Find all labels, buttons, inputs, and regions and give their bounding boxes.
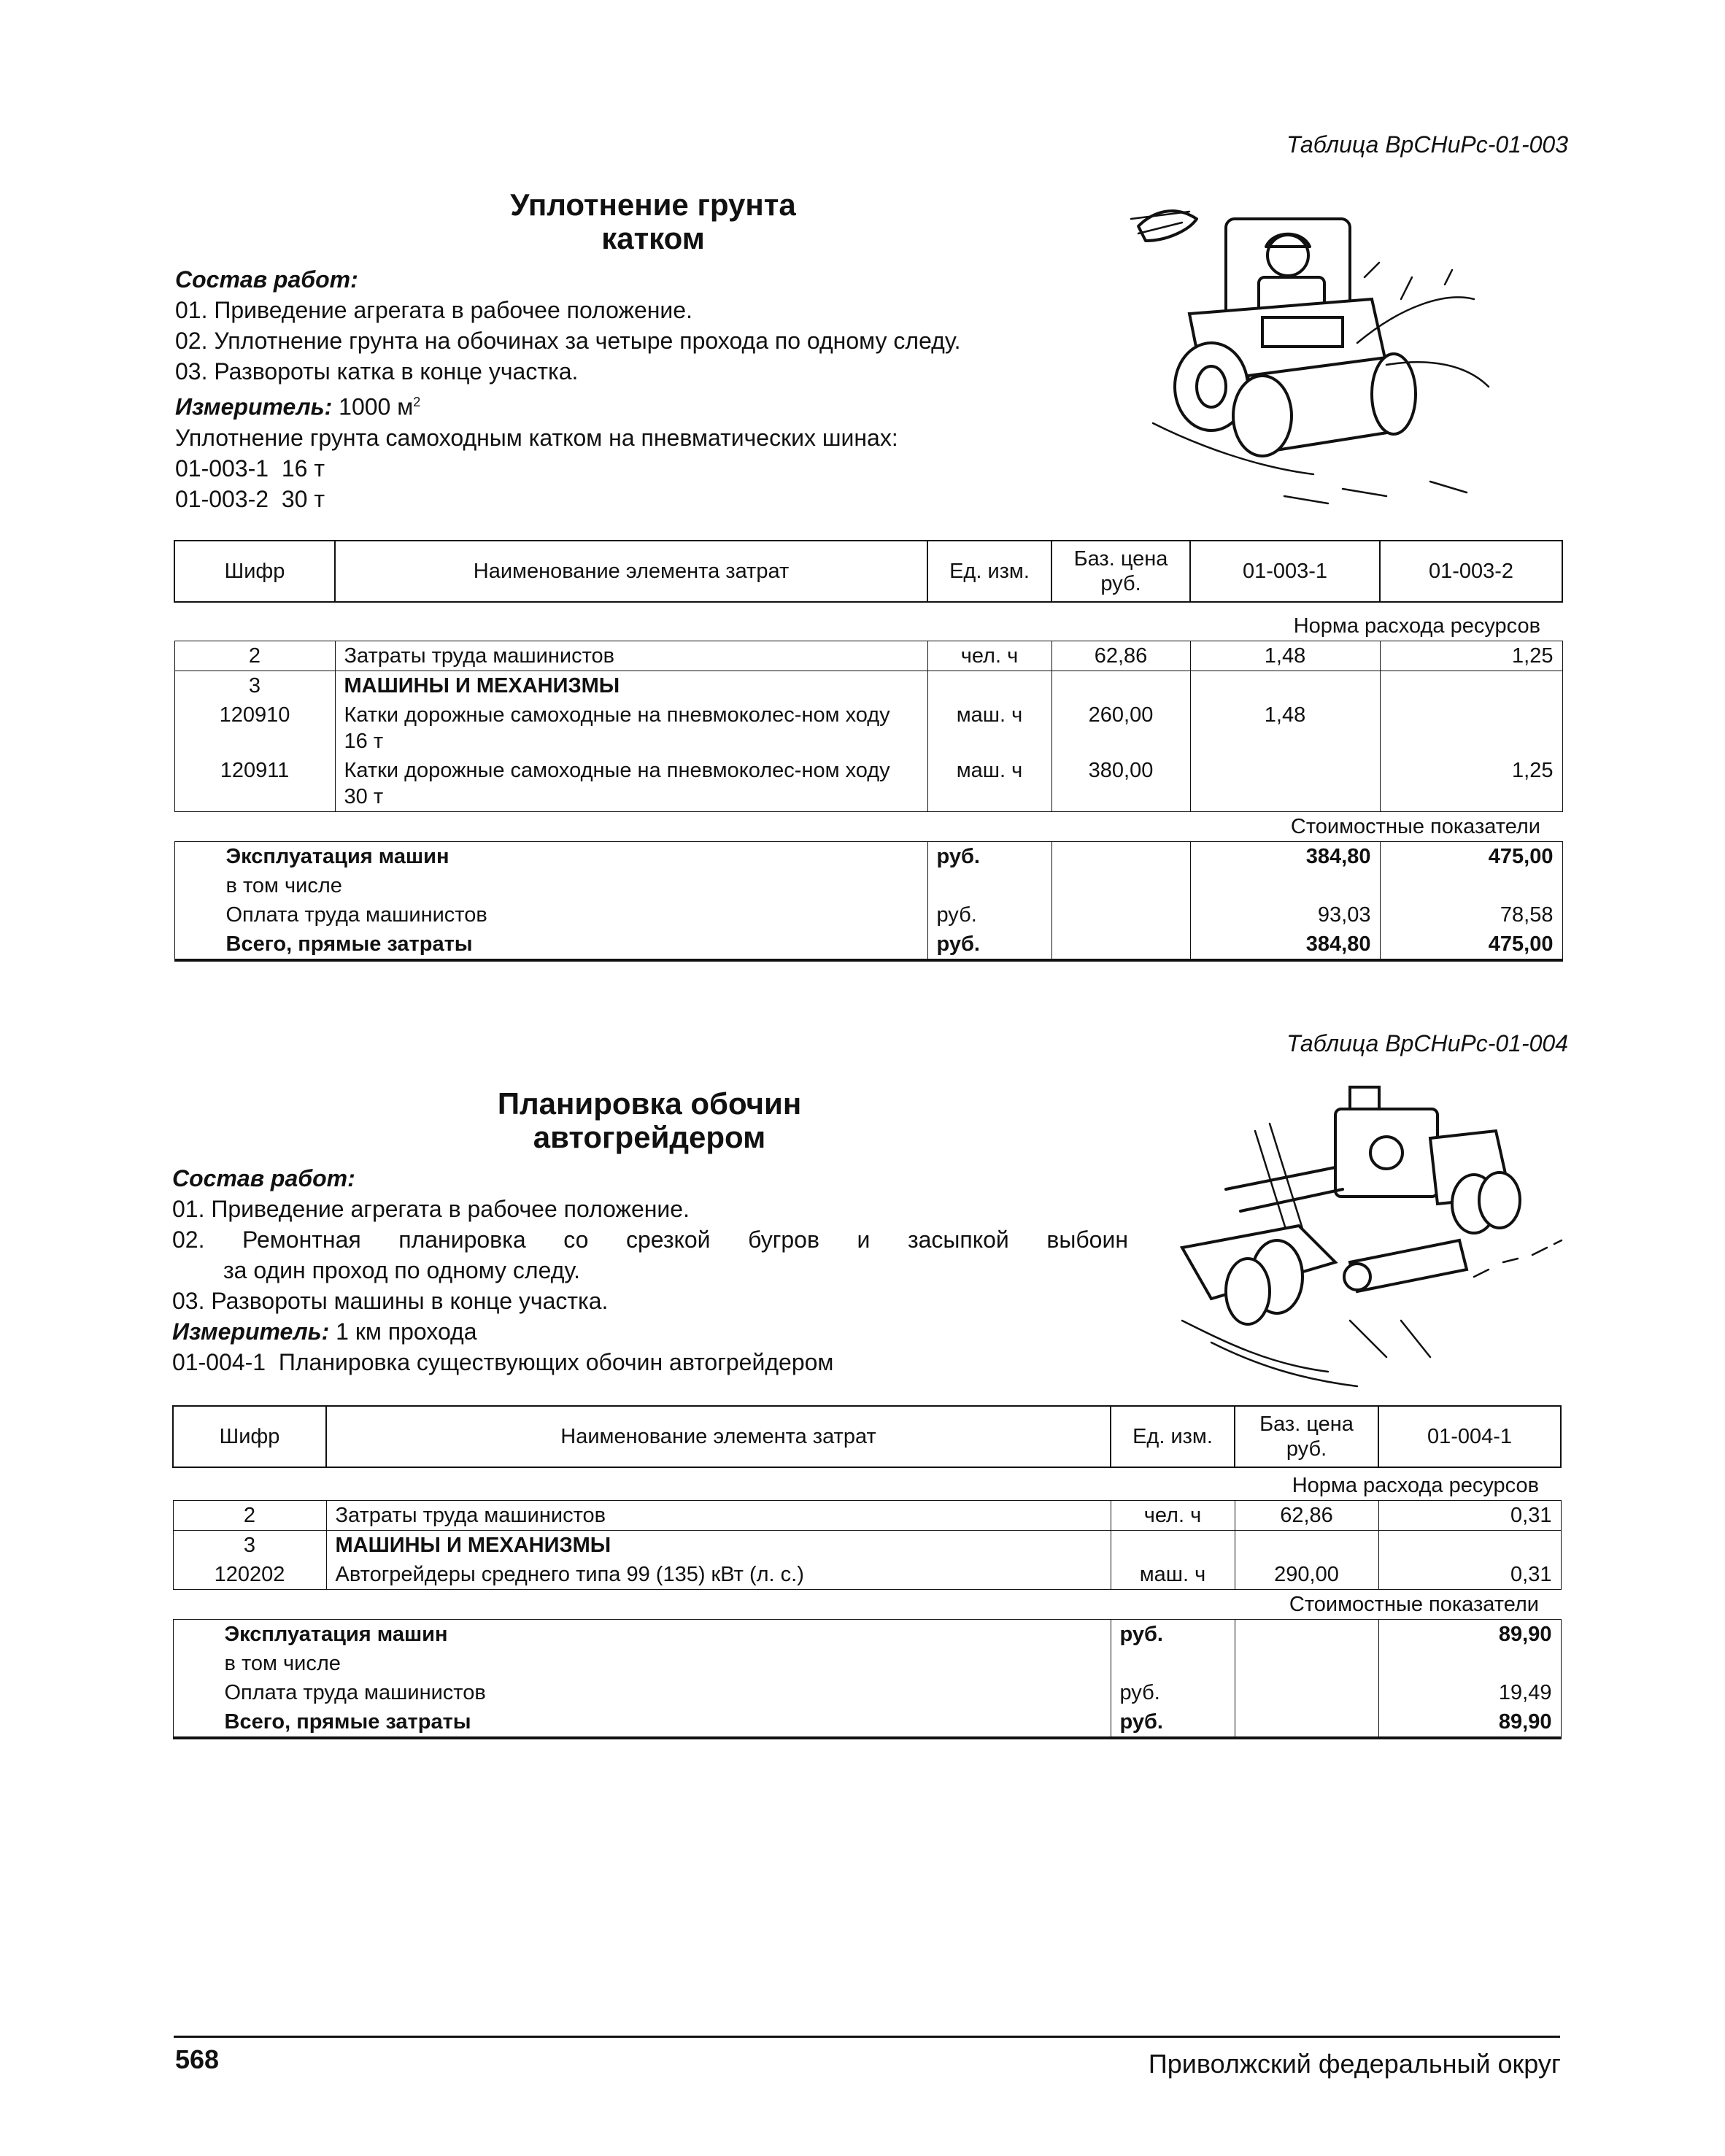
footer-rule (174, 2036, 1560, 2038)
cost-row (173, 1649, 1561, 1678)
cost-unit: руб. (1111, 1678, 1235, 1707)
cost-value: 89,90 (1378, 1707, 1561, 1738)
column-header: 01-003-2 (1380, 541, 1562, 602)
measure-label: Измеритель: (175, 393, 333, 420)
cell-code: 120202 (173, 1560, 326, 1590)
cell-code: 3 (174, 671, 335, 701)
cell-name: Катки дорожные самоходные на пневмоколес-ном ходу 30 т (335, 756, 927, 812)
table-row (174, 671, 1562, 701)
column-header: Наименование элемента затрат (326, 1406, 1111, 1467)
cell-price: 62,86 (1235, 1501, 1378, 1531)
section-title-line: Уплотнение грунта (510, 188, 796, 222)
column-header: Шифр (174, 541, 335, 602)
norms-table (172, 1405, 1562, 1739)
norm-label: Норма расхода ресурсов (174, 602, 1562, 641)
cost-label: Стоимостные показатели (173, 1590, 1561, 1620)
cell-name: Затраты труда машинистов (335, 641, 927, 671)
section-title-line: Планировка обочин (497, 1086, 802, 1121)
cost-name: в том числе (173, 1649, 1111, 1678)
work-item: за один проход по одному следу. (223, 1257, 581, 1283)
work-description (172, 1163, 1128, 1378)
footer-title: Приволжский федеральный округ (1148, 2049, 1561, 2079)
variant-item: 01-003-2 30 т (175, 485, 325, 512)
cell-unit: маш. ч (927, 756, 1051, 812)
measure-value: 1000 м (339, 393, 414, 420)
motor-grader-illustration (1168, 1080, 1576, 1394)
cell-unit: маш. ч (1111, 1560, 1235, 1590)
work-item: 03. Развороты катка в конце участка. (175, 358, 579, 385)
cell-unit: чел. ч (1111, 1501, 1235, 1531)
section-title (398, 188, 908, 255)
section-title-line: катком (601, 221, 705, 255)
cell-value: 1,25 (1380, 756, 1562, 812)
work-item: 01. Приведение агрегата в рабочее положение. (172, 1196, 690, 1222)
cell-code: 3 (173, 1531, 326, 1561)
resource-description: 01-004-1 Планировка существующих обочин автогрейдером (172, 1349, 834, 1375)
cost-unit: руб. (927, 842, 1051, 872)
cost-row (174, 842, 1562, 872)
cost-name: Эксплуатация машин (173, 1620, 1111, 1650)
work-item: 02. Ремонтная планировка со срезкой бугров и засыпкой выбоин (172, 1226, 1128, 1253)
cell-name: МАШИНЫ И МЕХАНИЗМЫ (335, 671, 927, 701)
cell-value: 0,31 (1378, 1501, 1561, 1531)
cost-value: 78,58 (1380, 900, 1562, 930)
works-heading: Состав работ: (172, 1165, 355, 1191)
cost-name: Эксплуатация машин (174, 842, 927, 872)
column-header: Ед. изм. (1111, 1406, 1235, 1467)
cell-unit: маш. ч (927, 700, 1051, 756)
works-heading: Состав работ: (175, 266, 358, 293)
cost-name: Оплата труда машинистов (174, 900, 927, 930)
work-item: 01. Приведение агрегата в рабочее положение. (175, 297, 692, 323)
work-item: 02. Уплотнение грунта на обочинах за четыре прохода по одному следу. (175, 328, 961, 354)
cost-value: 93,03 (1190, 900, 1380, 930)
cost-row (173, 1678, 1561, 1707)
measure-sup: 2 (413, 395, 421, 409)
cell-name: МАШИНЫ И МЕХАНИЗМЫ (326, 1531, 1111, 1561)
table-row (174, 756, 1562, 812)
cell-value: 0,31 (1378, 1560, 1561, 1590)
cell-price: 380,00 (1051, 756, 1190, 812)
cost-name: Всего, прямые затраты (173, 1707, 1111, 1738)
cost-label: Стоимостные показатели (174, 812, 1562, 842)
table-label: Таблица ВрСНиРс-01-004 (1286, 1030, 1568, 1056)
norm-label: Норма расхода ресурсов (173, 1467, 1561, 1501)
cost-value: 19,49 (1378, 1678, 1561, 1707)
column-header: Баз. цена руб. (1235, 1406, 1378, 1467)
cell-price: 260,00 (1051, 700, 1190, 756)
table-row (173, 1560, 1561, 1590)
resource-description: Уплотнение грунта самоходным катком на пневматических шинах: (175, 424, 898, 451)
cell-value: 1,48 (1190, 700, 1380, 756)
cell-code: 2 (173, 1501, 326, 1531)
column-header: Ед. изм. (927, 541, 1051, 602)
work-item: 03. Развороты машины в конце участка. (172, 1288, 609, 1314)
page-number: 568 (175, 2044, 220, 2074)
cost-value: 384,80 (1190, 842, 1380, 872)
cost-name: Оплата труда машинистов (173, 1678, 1111, 1707)
cost-unit: руб. (927, 930, 1051, 960)
table-row (173, 1501, 1561, 1531)
cell-value (1380, 700, 1562, 756)
cell-value (1190, 756, 1380, 812)
measure-line (175, 387, 1124, 422)
road-roller-illustration (1124, 190, 1532, 533)
cost-value: 475,00 (1380, 842, 1562, 872)
cost-row (174, 871, 1562, 900)
column-header: Шифр (173, 1406, 326, 1467)
cost-value: 475,00 (1380, 930, 1562, 960)
cell-code: 2 (174, 641, 335, 671)
cost-unit: руб. (927, 900, 1051, 930)
cost-row (174, 900, 1562, 930)
column-header: Наименование элемента затрат (335, 541, 927, 602)
variant-item: 01-003-1 16 т (175, 455, 325, 482)
cell-code: 120910 (174, 700, 335, 756)
cell-name: Катки дорожные самоходные на пневмоколес-ном ходу 16 т (335, 700, 927, 756)
cell-price: 62,86 (1051, 641, 1190, 671)
cell-value: 1,48 (1190, 641, 1380, 671)
work-description (175, 264, 1124, 514)
cost-name: в том числе (174, 871, 927, 900)
norms-table (174, 540, 1563, 962)
cost-row (174, 930, 1562, 960)
cost-row (173, 1707, 1561, 1738)
cost-value: 384,80 (1190, 930, 1380, 960)
measure-line (172, 1316, 1128, 1347)
measure-label: Измеритель: (172, 1318, 330, 1345)
cost-row (173, 1620, 1561, 1650)
table-label: Таблица ВрСНиРс-01-003 (1286, 131, 1568, 158)
table-row (174, 700, 1562, 756)
cost-value: 89,90 (1378, 1620, 1561, 1650)
cell-unit: чел. ч (927, 641, 1051, 671)
cost-unit: руб. (1111, 1620, 1235, 1650)
table-row (174, 641, 1562, 671)
column-header: 01-003-1 (1190, 541, 1380, 602)
section-title-line: автогрейдером (533, 1120, 766, 1154)
cell-value: 1,25 (1380, 641, 1562, 671)
cost-unit: руб. (1111, 1707, 1235, 1738)
section-title (394, 1087, 905, 1154)
cell-name: Автогрейдеры среднего типа 99 (135) кВт (л. с.) (326, 1560, 1111, 1590)
measure-value: 1 км прохода (336, 1318, 477, 1345)
cell-code: 120911 (174, 756, 335, 812)
cell-price: 290,00 (1235, 1560, 1378, 1590)
cost-name: Всего, прямые затраты (174, 930, 927, 960)
column-header: Баз. цена руб. (1051, 541, 1190, 602)
column-header: 01-004-1 (1378, 1406, 1561, 1467)
table-row (173, 1531, 1561, 1561)
cell-name: Затраты труда машинистов (326, 1501, 1111, 1531)
